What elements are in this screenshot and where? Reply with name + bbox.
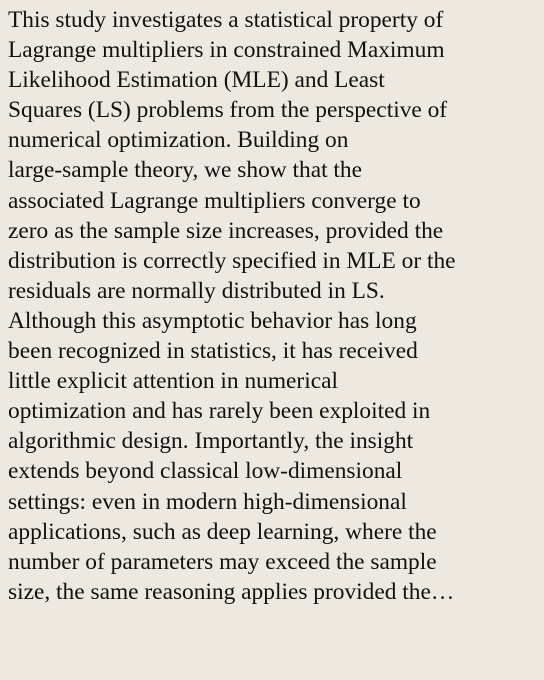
abstract-line: numerical optimization. Building on [8,127,349,154]
abstract-line: This study investigates a statistical property of [8,7,444,33]
abstract-line: Lagrange multipliers in constrained Maximum [8,37,445,64]
abstract-line: large-sample theory, we show that the [8,157,362,184]
abstract-line: Although this asymptotic behavior has long [8,307,417,334]
abstract-line: extends beyond classical low-dimensional [8,458,403,485]
abstract-line: size, the same reasoning applies provided the… [8,578,455,605]
abstract-line: Squares (LS) problems from the perspective of [8,97,448,124]
abstract-line: residuals are normally distributed in LS. [8,277,385,304]
abstract-line: settings: even in modern high-dimensional [8,488,407,515]
abstract-line: applications, such as deep learning, where the [8,518,437,545]
abstract-line: algorithmic design. Importantly, the insight [8,428,414,455]
abstract-line: zero as the sample size increases, provided the [8,217,444,244]
abstract-line: Likelihood Estimation (MLE) and Least [8,67,385,94]
abstract-line: been recognized in statistics, it has received [8,338,418,365]
abstract-line: little explicit attention in numerical [8,368,338,395]
abstract-line: associated Lagrange multipliers converge to [8,187,421,214]
abstract-line: number of parameters may exceed the sample [8,548,437,575]
abstract-line: optimization and has rarely been exploited in [8,398,431,425]
abstract-line: distribution is correctly specified in MLE or the [8,247,456,274]
